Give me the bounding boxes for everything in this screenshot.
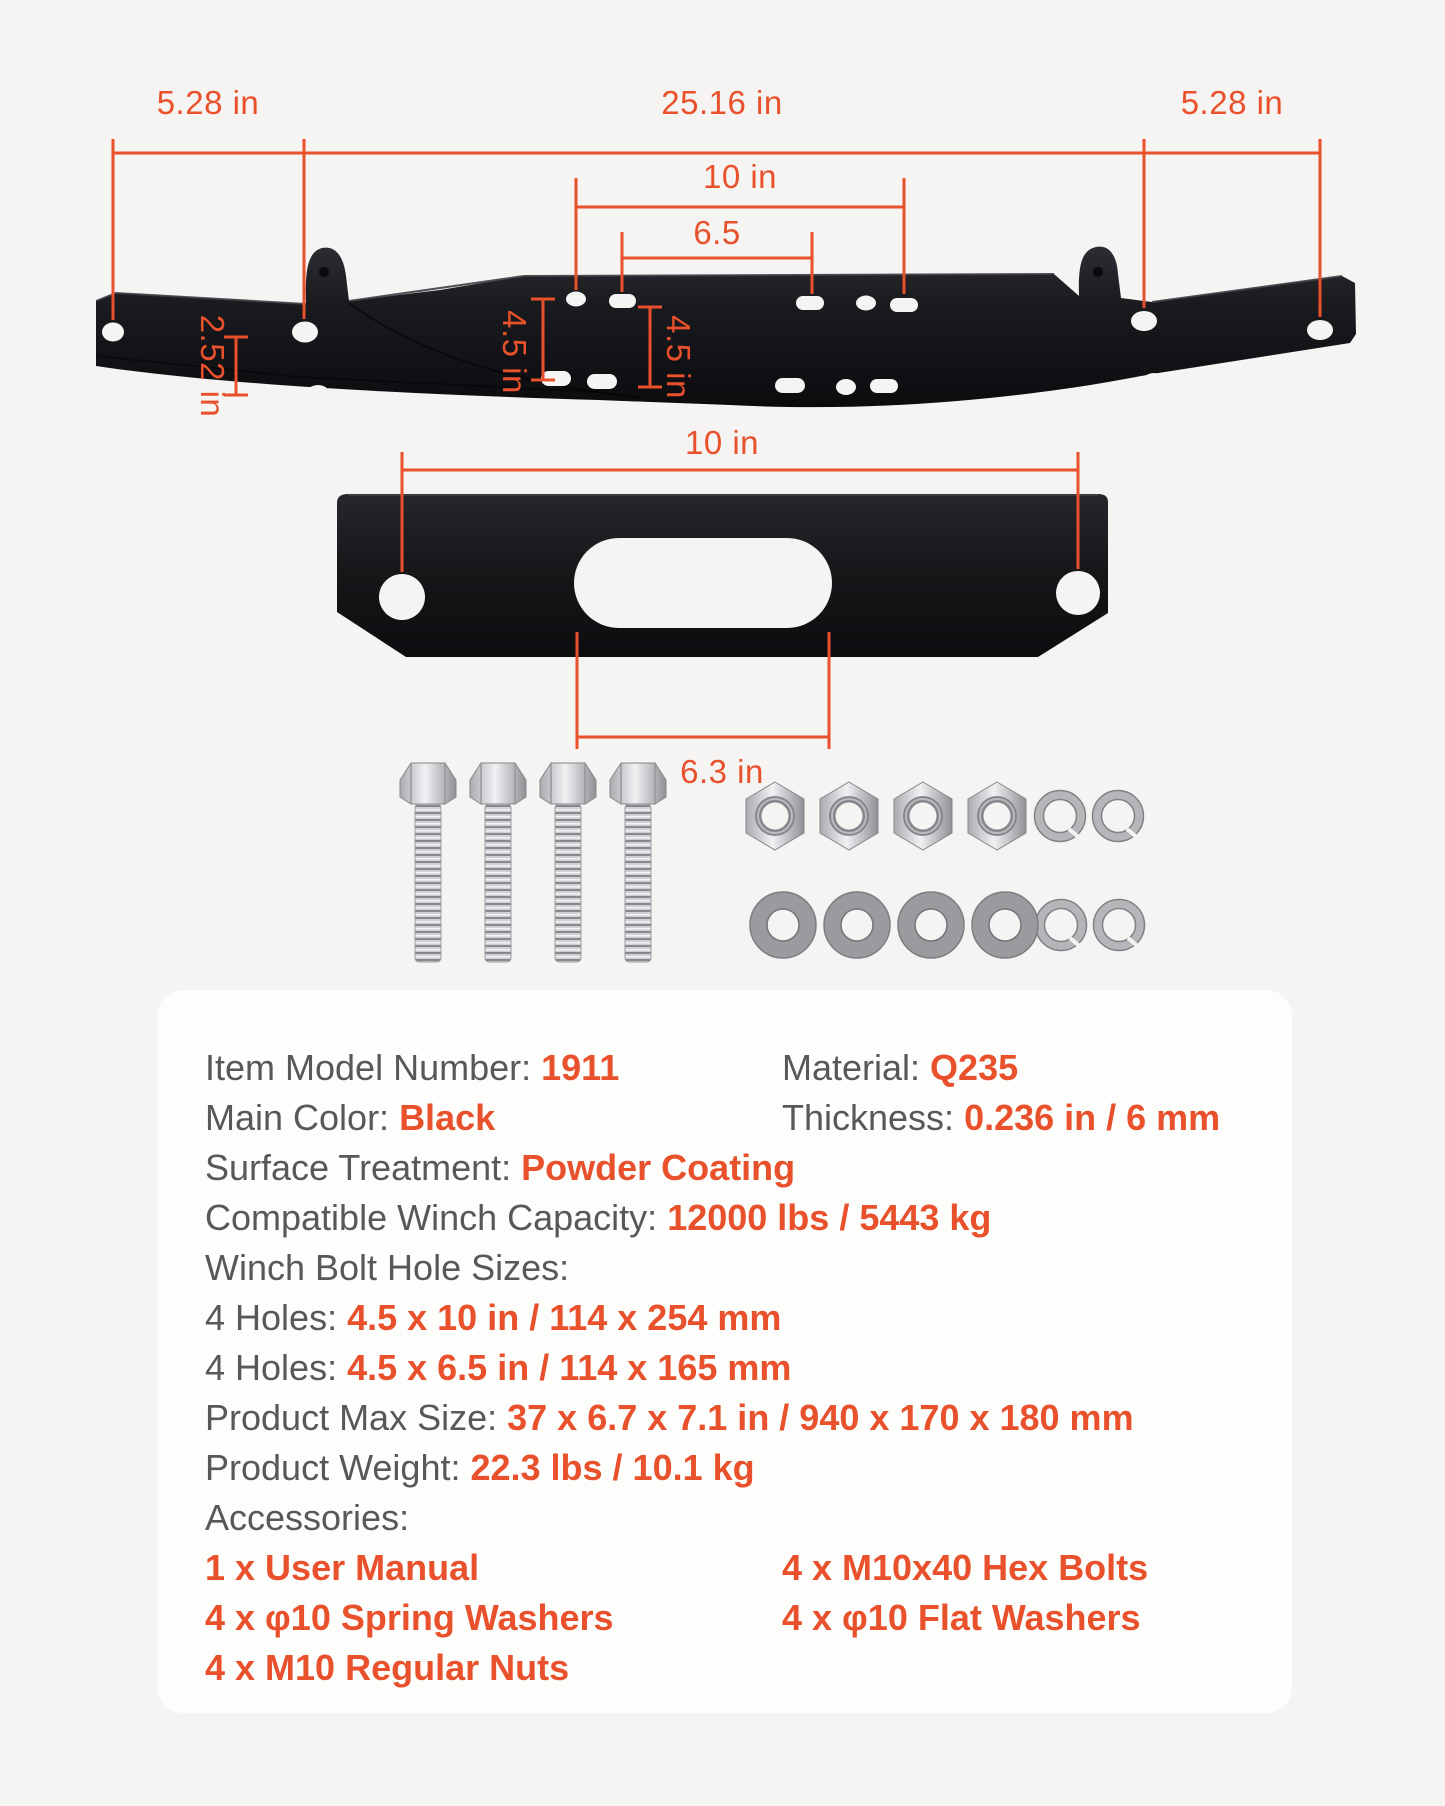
spec-row-accessory-3 <box>205 1643 1256 1693</box>
ear-hole <box>1093 267 1103 277</box>
spec-label: Winch Bolt Hole Sizes: <box>205 1247 570 1288</box>
spec-row-surface-treatment <box>205 1143 1256 1193</box>
hex-bolt <box>470 763 526 962</box>
spec-value: 22.3 lbs / 10.1 kg <box>470 1447 755 1488</box>
dim-label-hole-span-65: 6.5 <box>693 214 741 251</box>
spring-washer <box>1036 900 1087 951</box>
spec-value: 37 x 6.7 x 7.1 in / 940 x 170 x 180 mm <box>507 1397 1134 1438</box>
hex-bolt <box>540 763 596 962</box>
spec-row-holes-65in <box>205 1343 1256 1393</box>
spec-label: Material: <box>782 1047 931 1088</box>
dim-label-overall-right: 5.28 in <box>1180 84 1284 121</box>
spec-label: Product Weight: <box>205 1447 471 1488</box>
spec-label: Item Model Number: <box>205 1047 542 1088</box>
hex-bolt <box>400 763 456 962</box>
flat-washer <box>972 892 1038 958</box>
dim-label-overall-center: 25.16 in <box>661 84 783 121</box>
spec-row-weight <box>205 1443 1256 1493</box>
hex-nut <box>820 782 878 850</box>
flat-washer <box>824 892 890 958</box>
spec-row-max-size <box>205 1393 1256 1443</box>
dim-label-vertical-right: 4.5 in <box>660 315 697 399</box>
spec-value: 4.5 x 6.5 in / 114 x 165 mm <box>347 1347 792 1388</box>
spec-value: 4 x M10 Regular Nuts <box>205 1647 570 1688</box>
spec-value: 4 x M10x40 Hex Bolts <box>782 1547 1149 1588</box>
spec-label: Thickness: <box>782 1097 965 1138</box>
hex-nut <box>968 782 1026 850</box>
fairlead-hole-left <box>379 574 425 620</box>
spec-value: 1911 <box>541 1047 620 1088</box>
fairlead-hole-right <box>1056 571 1100 615</box>
hex-bolt <box>610 763 666 962</box>
dim-label-hole-span-10: 10 in <box>702 158 778 195</box>
spec-value: 4 x φ10 Flat Washers <box>782 1597 1141 1638</box>
spec-label: Product Max Size: <box>205 1397 508 1438</box>
spec-row-accessory-2 <box>205 1593 1256 1643</box>
spec-row-color-thickness <box>205 1093 1256 1143</box>
spec-value: 4.5 x 10 in / 114 x 254 mm <box>347 1297 782 1338</box>
spec-label: 4 Holes: <box>205 1347 348 1388</box>
spring-washer <box>1093 791 1144 842</box>
spec-row-accessory-1 <box>205 1543 1256 1593</box>
spec-value: Powder Coating <box>521 1147 796 1188</box>
dim-label-vertical-left: 4.5 in <box>496 310 533 394</box>
dim-label-overall-left: 5.28 in <box>156 84 260 121</box>
spec-panel <box>157 990 1292 1713</box>
flat-washers-photo <box>750 892 1038 958</box>
spring-washers-photo <box>1035 791 1145 951</box>
spec-value: Q235 <box>930 1047 1019 1088</box>
dim-label-fairlead-slot: 6.3 in <box>680 753 764 790</box>
spec-value: 4 x φ10 Spring Washers <box>205 1597 614 1638</box>
spec-value: Black <box>399 1097 496 1138</box>
hex-nut <box>894 782 952 850</box>
hex-nut <box>746 782 804 850</box>
spec-row-holes-10in <box>205 1293 1256 1343</box>
fairlead-plate-photo <box>337 494 1108 657</box>
spec-label: Main Color: <box>205 1097 400 1138</box>
spring-washer <box>1094 900 1145 951</box>
spec-label: Compatible Winch Capacity: <box>205 1197 668 1238</box>
dim-label-fairlead-span: 10 in <box>684 424 760 461</box>
spec-label: Surface Treatment: <box>205 1147 522 1188</box>
hex-nuts-photo <box>746 782 1026 850</box>
spec-value: 0.236 in / 6 mm <box>964 1097 1221 1138</box>
winch-plate-photo <box>96 247 1356 408</box>
spec-row-winch-capacity <box>205 1193 1256 1243</box>
spec-label: Accessories: <box>205 1497 410 1538</box>
spec-value: 12000 lbs / 5443 kg <box>667 1197 992 1238</box>
spec-label: 4 Holes: <box>205 1297 348 1338</box>
dim-label-flange-offset: 2.52 in <box>194 314 231 418</box>
spec-value: 1 x User Manual <box>205 1547 480 1588</box>
flat-washer <box>750 892 816 958</box>
ear-hole <box>319 267 329 277</box>
fairlead-slot <box>574 538 832 628</box>
hex-bolts-photo <box>400 763 666 962</box>
flat-washer <box>898 892 964 958</box>
spring-washer <box>1035 791 1086 842</box>
spec-row-accessories-heading <box>205 1493 1256 1543</box>
spec-row-bolt-hole-sizes-heading <box>205 1243 1256 1293</box>
spec-row-model-material <box>205 1043 1256 1093</box>
